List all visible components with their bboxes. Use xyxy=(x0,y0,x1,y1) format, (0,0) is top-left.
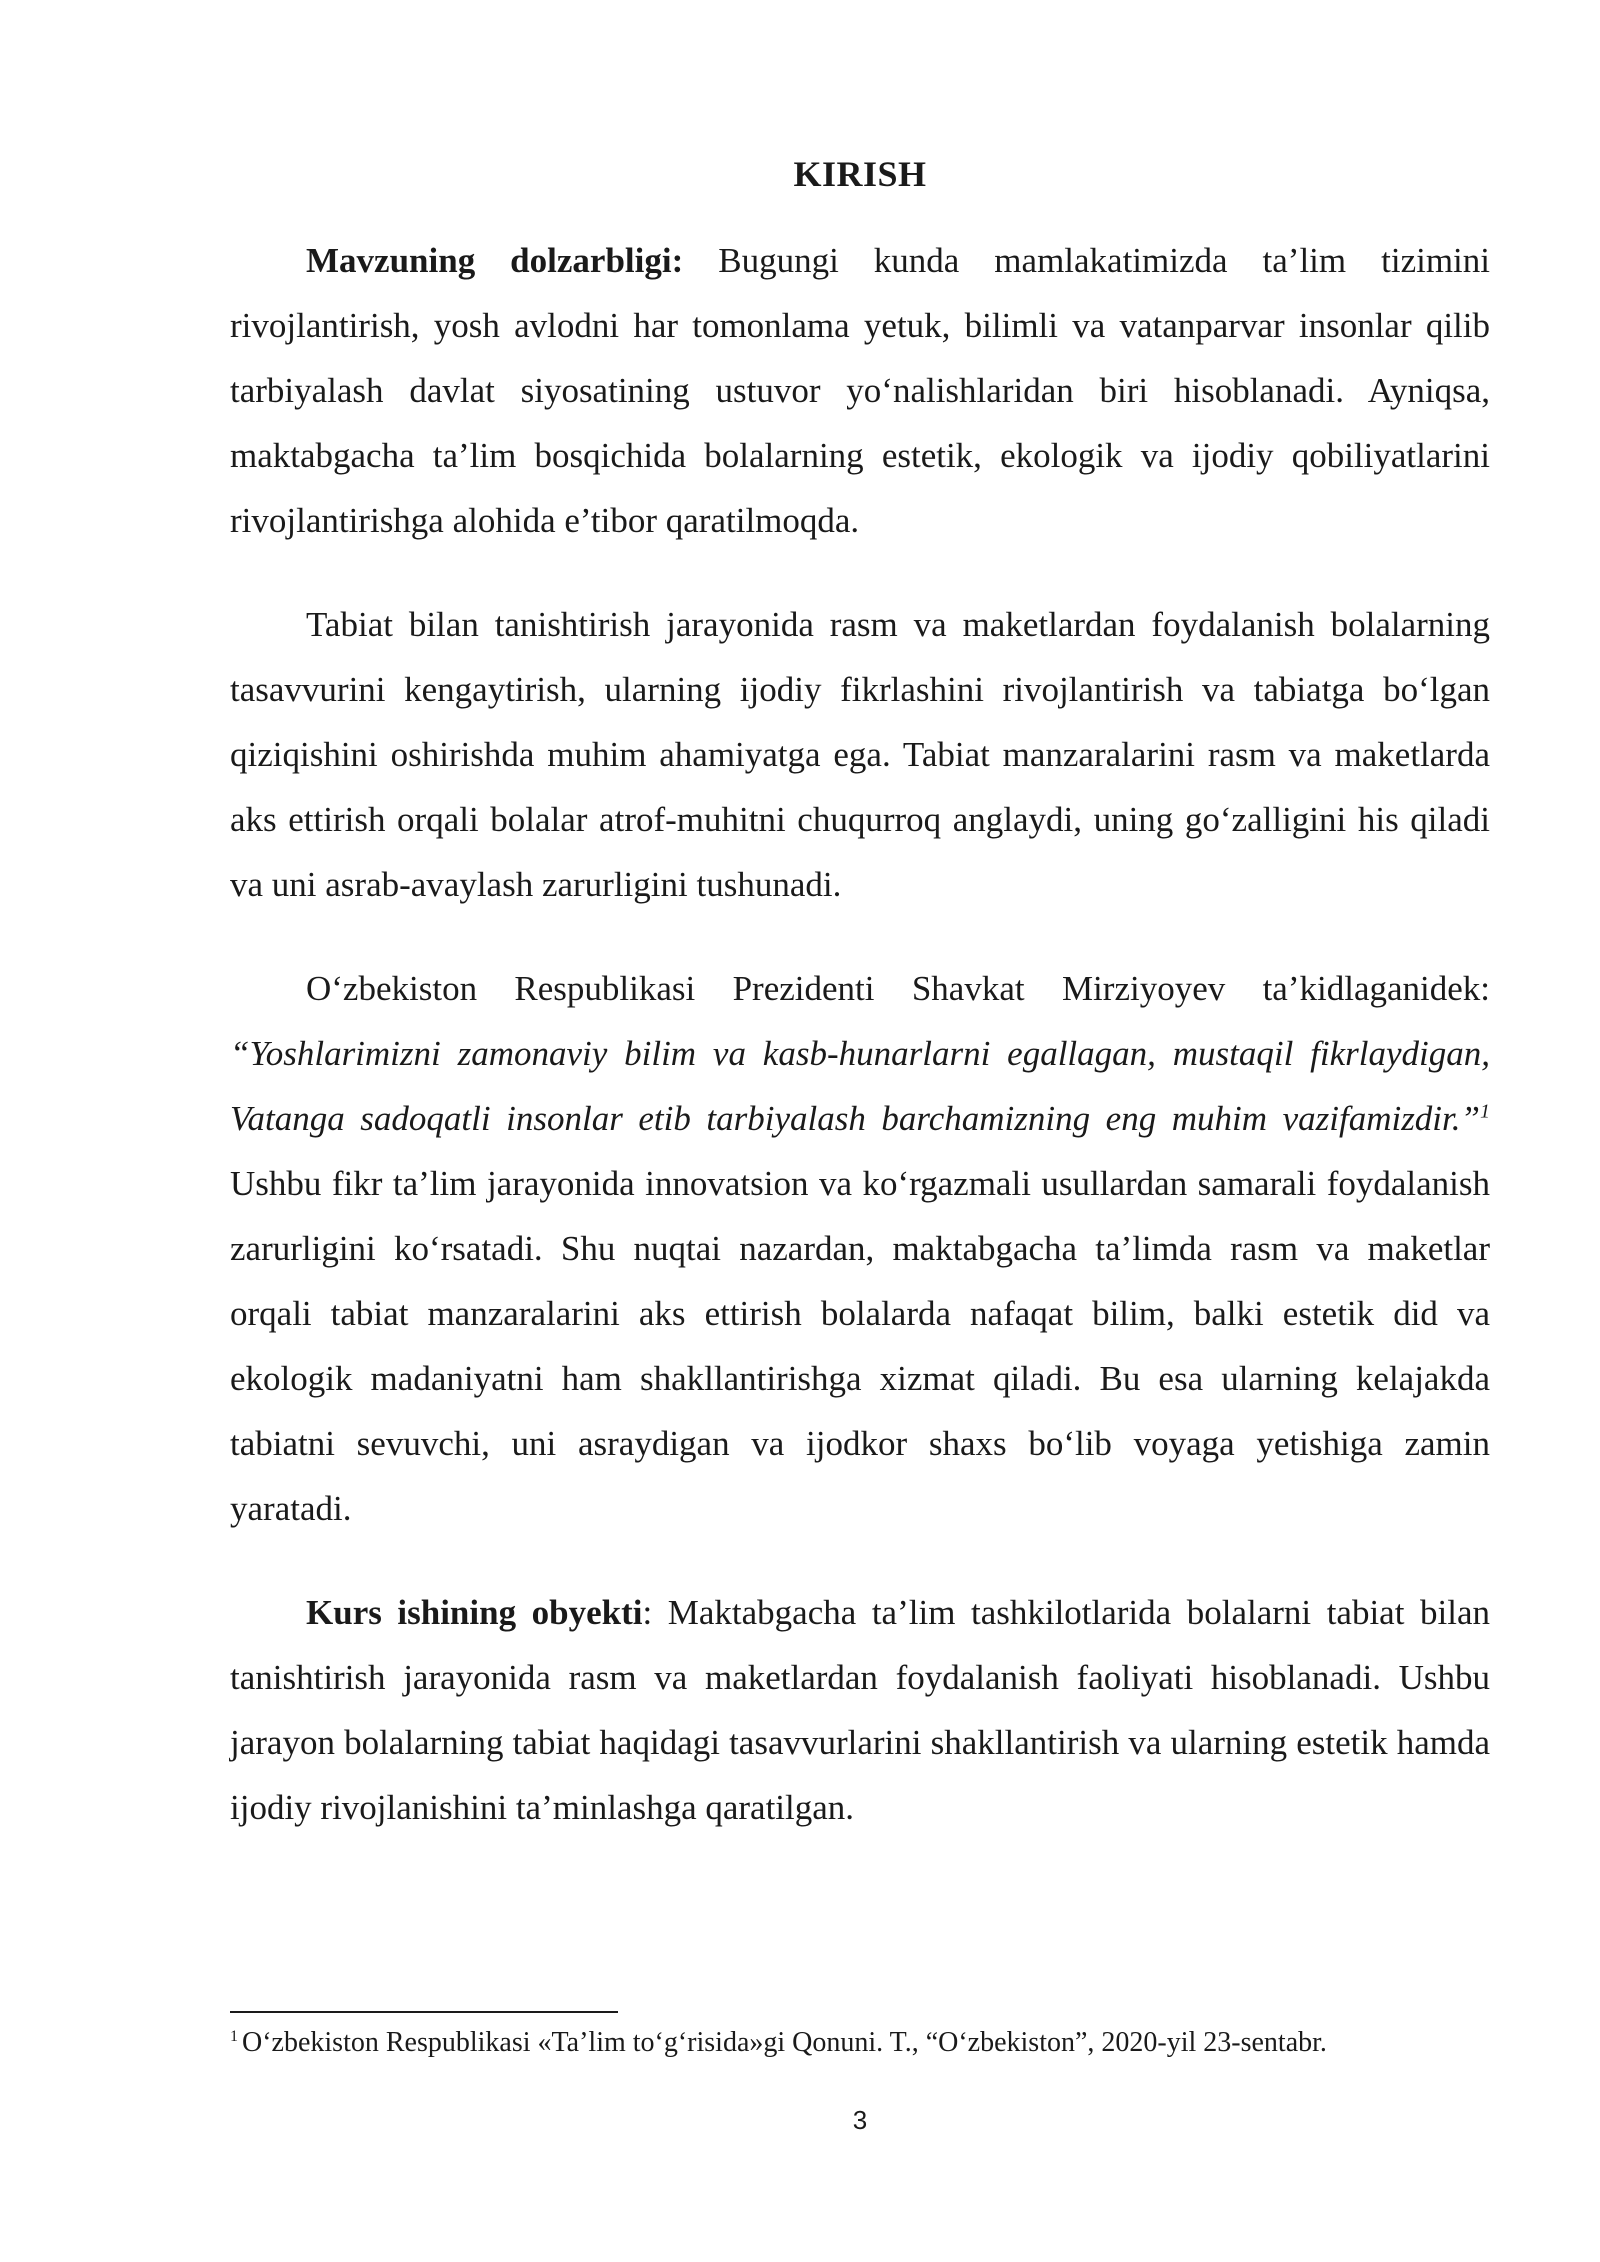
paragraph-relevance xyxy=(230,228,1490,553)
page-number: 3 xyxy=(852,2105,868,2135)
paragraph-nature-familiarization xyxy=(230,592,1490,917)
footnote-number: 1 xyxy=(230,2027,238,2045)
footnote xyxy=(230,2024,1430,2061)
paragraph-course-object xyxy=(230,1580,1490,1840)
page-title: KIRISH xyxy=(793,154,927,194)
nature-familiarization-text: Tabiat bilan tanishtirish jarayonida rasm va maketlardan foydalanish bolalarning tasavvurini kengaytirish, ularning ijodiy fikrlashini rivojlantirish va tabiatga bo‘lgan qiziqishini oshirishda muhim ahamiyatga ega. Tabiat manzaralarini rasm va maketlarda aks ettirish orqali bolalar atrof-muhitni chuqurroq anglaydi, uning go‘zalligini his qiladi va uni asrab-avaylash zarurligini tushunadi. xyxy=(230,605,1490,904)
president-quote: “Yoshlarimizni zamonaviy bilim va kasb-hunarlarni egallagan, mustaqil fikrlaydigan, Vatanga sadoqatli insonlar etib tarbiyalash barchamizning eng muhim vazifamizdir.” xyxy=(230,1034,1490,1138)
course-object-label: Kurs ishining obyekti xyxy=(306,1593,643,1632)
footnote-reference[interactable]: 1 xyxy=(1480,1100,1490,1123)
paragraph-president-quote xyxy=(230,956,1490,1541)
relevance-text: Bugungi kunda mamlakatimizda ta’lim tizimini rivojlantirish, yosh avlodni har tomonlama yetuk, bilimli va vatanparvar insonlar qilib tarbiyalash davlat siyosatining ustuvor yo‘nalishlaridan biri hisoblanadi. Ayniqsa, maktabgacha ta’lim bosqichida bolalarning estetik, ekologik va ijodiy qobiliyatlarini rivojlantirishga alohida e’tibor qaratilmoqda. xyxy=(230,241,1490,540)
quote-commentary: Ushbu fikr ta’lim jarayonida innovatsion va ko‘rgazmali usullardan samarali foydalanish zarurligini ko‘rsatadi. Shu nuqtai nazardan, maktabgacha ta’limda rasm va maketlar orqali tabiat manzaralarini aks ettirish bolalarda nafaqat bilim, balki estetik did va ekologik madaniyatni ham shakllantirishga xizmat qiladi. Bu esa ularning kelajakda tabiatni sevuvchi, uni asraydigan va ijodkor shaxs bo‘lib voyaga yetishiga zamin yaratadi. xyxy=(230,1164,1490,1528)
quote-intro: O‘zbekiston Respublikasi Prezidenti Shavkat Mirziyoyev ta’kidlaganidek: xyxy=(306,969,1490,1008)
footnote-divider xyxy=(230,2011,618,2013)
course-object-text: : Maktabgacha ta’lim tashkilotlarida bolalarni tabiat bilan tanishtirish jarayonida rasm va maketlardan foydalanish faoliyati hisoblanadi. Ushbu jarayon bolalarning tabiat haqidagi tasavvurlarini shakllantirish va ularning estetik hamda ijodiy rivojlanishini ta’minlashga qaratilgan. xyxy=(230,1593,1490,1827)
footnote-text: O‘zbekiston Respublikasi «Ta’lim to‘g‘risida»gi Qonuni. T., “O‘zbekiston”, 2020-yil 23-sentabr. xyxy=(242,2027,1327,2058)
relevance-label: Mavzuning dolzarbligi: xyxy=(306,241,684,280)
